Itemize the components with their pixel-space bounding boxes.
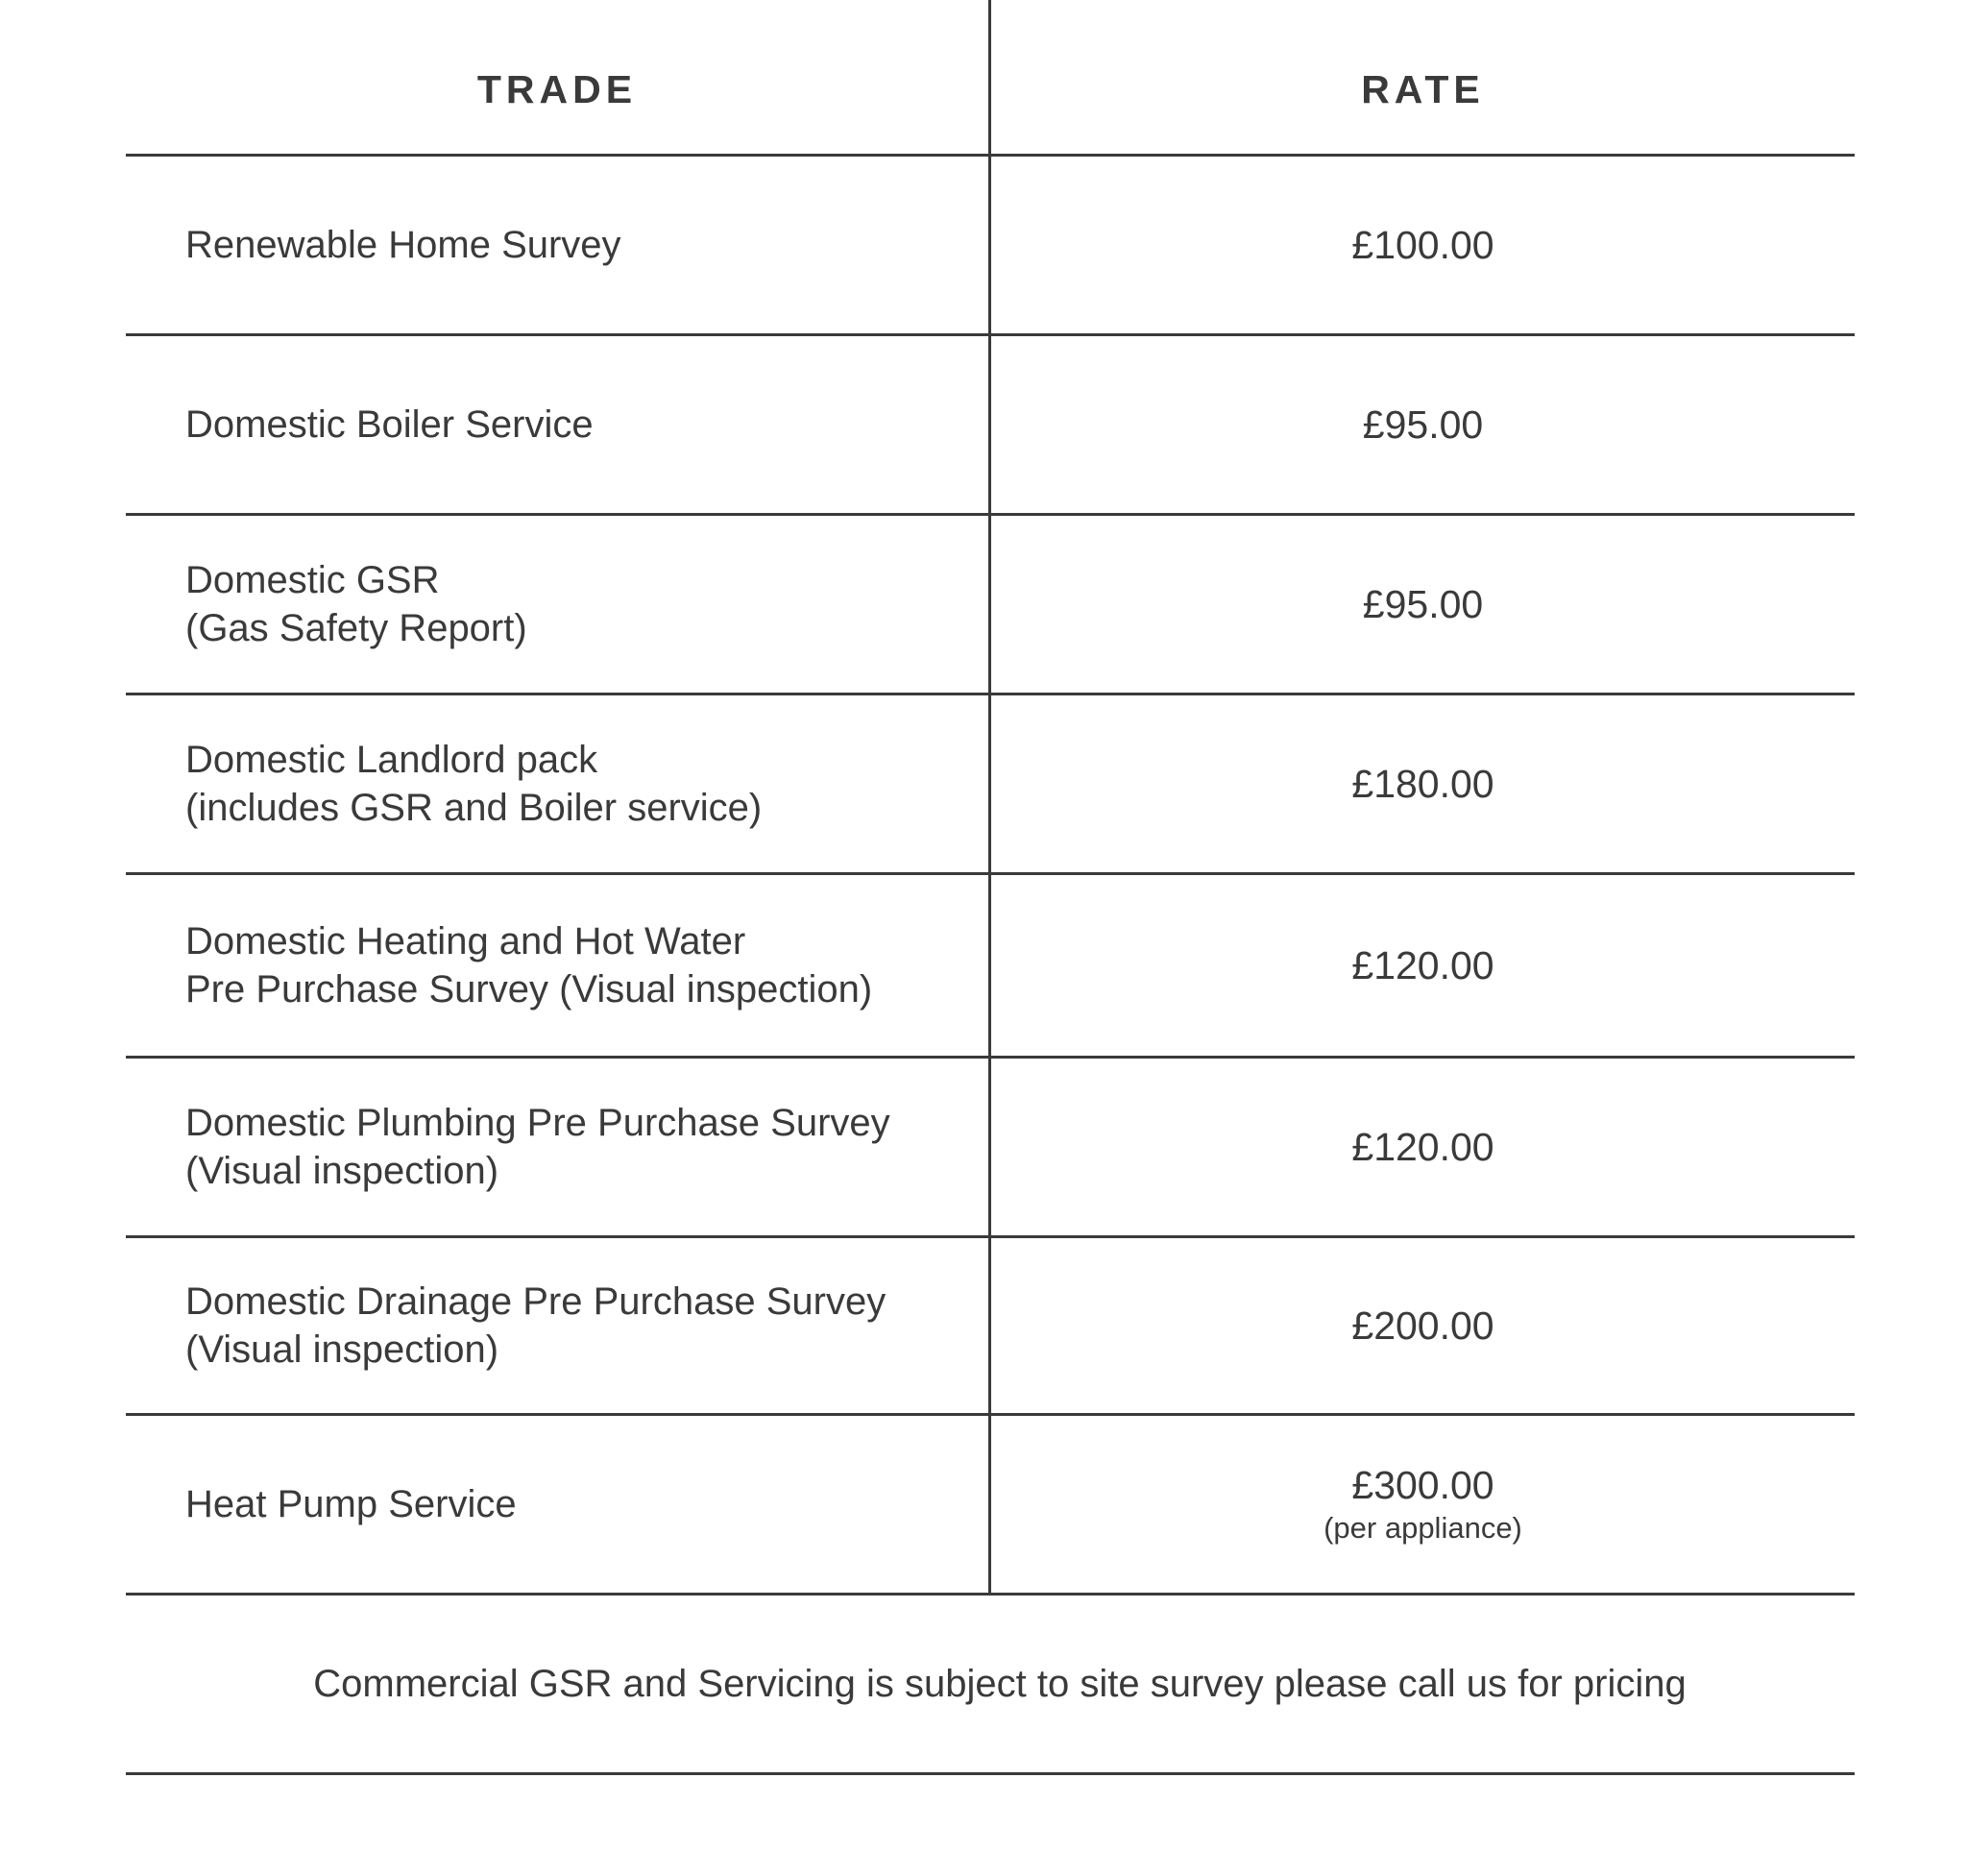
trade-sublabel: (Visual inspection)	[185, 1328, 499, 1371]
table-row	[126, 516, 1855, 695]
table-row	[126, 1238, 1855, 1416]
rate-cell	[991, 695, 1855, 872]
trade-cell	[126, 336, 991, 513]
trade-sublabel: (Visual inspection)	[185, 1150, 499, 1192]
trade-label: Domestic Plumbing Pre Purchase Survey	[185, 1102, 890, 1144]
trade-label: Heat Pump Service	[185, 1483, 517, 1525]
rate-value: £95.00	[1362, 402, 1484, 447]
header-rate-label: RATE	[1361, 66, 1485, 111]
trade-sublabel: Pre Purchase Survey (Visual inspection)	[185, 968, 873, 1011]
table-row	[126, 1059, 1855, 1238]
trade-cell	[126, 516, 991, 693]
trade-sublabel: (includes GSR and Boiler service)	[185, 787, 763, 829]
header-rate-cell	[991, 0, 1855, 154]
trade-sublabel: (Gas Safety Report)	[185, 607, 527, 649]
rate-value: £300.00	[1351, 1463, 1494, 1507]
rate-cell	[991, 1416, 1855, 1593]
table-row	[126, 875, 1855, 1059]
rate-cell	[991, 336, 1855, 513]
rate-value: £120.00	[1351, 1125, 1494, 1169]
table-row	[126, 695, 1855, 875]
trade-cell	[126, 1238, 991, 1413]
rate-value: £120.00	[1351, 943, 1494, 987]
trade-cell	[126, 1059, 991, 1235]
trade-label: Domestic Boiler Service	[185, 403, 594, 446]
trade-cell	[126, 875, 991, 1056]
trade-cell	[126, 695, 991, 872]
header-trade-label: TRADE	[476, 66, 638, 111]
trade-label: Domestic Drainage Pre Purchase Survey	[185, 1280, 886, 1323]
rate-cell	[991, 1238, 1855, 1413]
rate-cell	[991, 516, 1855, 693]
footer-note-row	[126, 1596, 1855, 1775]
rate-cell	[991, 875, 1855, 1056]
header-trade-cell	[126, 0, 991, 154]
rate-cell	[991, 157, 1855, 333]
trade-label: Domestic Heating and Hot Water	[185, 920, 746, 962]
table-row	[126, 1416, 1855, 1596]
price-table	[126, 0, 1855, 1775]
trade-label: Domestic GSR	[185, 559, 440, 601]
rate-cell	[991, 1059, 1855, 1235]
footer-note: Commercial GSR and Servicing is subject to site survey please call us for pricing	[313, 1662, 1687, 1705]
trade-cell	[126, 157, 991, 333]
table-row	[126, 157, 1855, 336]
table-header-row	[126, 0, 1855, 157]
trade-cell	[126, 1416, 991, 1593]
rate-value: £200.00	[1351, 1303, 1494, 1348]
trade-label: Renewable Home Survey	[185, 224, 621, 266]
rate-note: (per appliance)	[1323, 1511, 1522, 1545]
rate-value: £100.00	[1351, 223, 1494, 267]
trade-label: Domestic Landlord pack	[185, 739, 598, 781]
rate-value: £180.00	[1351, 762, 1494, 806]
table-row	[126, 336, 1855, 516]
rate-value: £95.00	[1362, 582, 1484, 626]
